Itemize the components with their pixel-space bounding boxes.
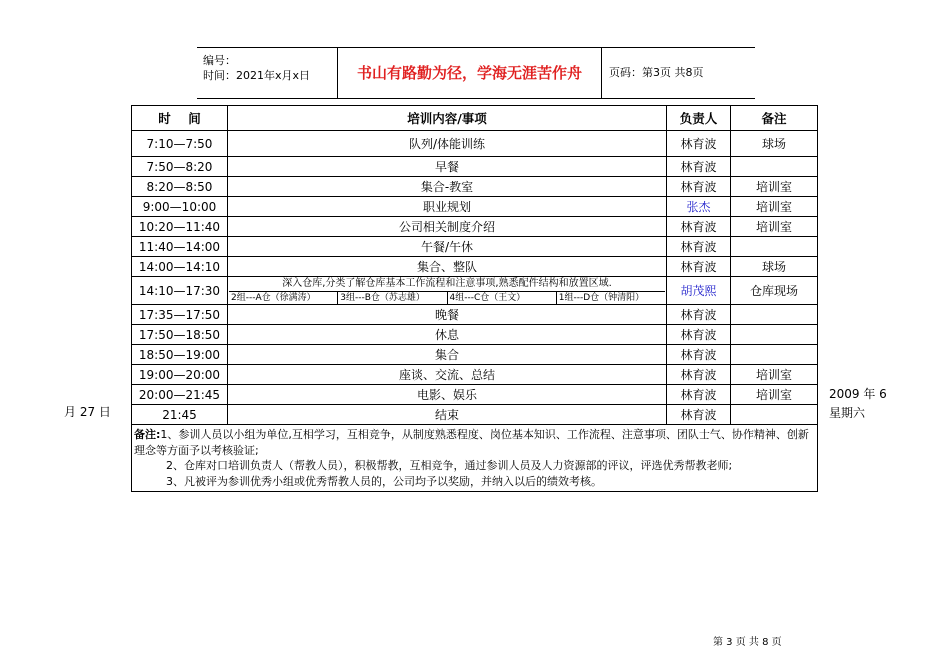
time-cell: 19:00—20:00 <box>132 365 228 385</box>
side-date-right-top: 2009 年 6 <box>829 387 887 401</box>
notes-cell <box>132 425 818 492</box>
table-row <box>132 197 818 217</box>
note-cell: 培训室 <box>731 217 818 237</box>
content-cell: 电影、娱乐 <box>228 385 667 405</box>
time-cell: 14:10—17:30 <box>132 277 228 305</box>
note-cell <box>731 405 818 425</box>
group-assignment: 2组---A仓（徐满涛） <box>229 292 338 304</box>
content-cell: 集合、整队 <box>228 257 667 277</box>
column-header-content: 培训内容/事项 <box>228 106 667 131</box>
time-cell: 11:40—14:00 <box>132 237 228 257</box>
owner-cell: 林育波 <box>667 131 731 157</box>
owner-cell: 林育波 <box>667 365 731 385</box>
table-row <box>132 257 818 277</box>
side-date-left: 月 27 日 <box>64 405 111 419</box>
owner-cell: 林育波 <box>667 157 731 177</box>
table-row <box>132 325 818 345</box>
column-header-time: 时 间 <box>132 106 228 131</box>
owner-cell: 林育波 <box>667 177 731 197</box>
number-label: 编号： <box>203 54 236 67</box>
table-row <box>132 217 818 237</box>
group-assignment: 3组---B仓（苏志雄） <box>338 292 447 304</box>
note-text: 2、仓库对口培训负责人（帮教人员），积极帮教，互相竞争，通过参训人员及人力资源部的评议，评选优秀帮教老师; <box>166 459 733 472</box>
content-cell: 晚餐 <box>228 305 667 325</box>
table-row <box>132 277 818 305</box>
motto: 书山有路勤为径，学海无涯苦作舟 <box>338 48 602 98</box>
table-row <box>132 157 818 177</box>
group-assignments <box>229 291 665 304</box>
document-header <box>197 47 755 99</box>
date-label: 时间：2021年x月x日 <box>203 69 311 82</box>
note-cell: 球场 <box>731 131 818 157</box>
notes-label: 备注: <box>134 428 161 441</box>
note-cell <box>731 325 818 345</box>
time-cell: 17:35—17:50 <box>132 305 228 325</box>
note-cell: 球场 <box>731 257 818 277</box>
time-cell: 7:50—8:20 <box>132 157 228 177</box>
group-assignment: 4组---C仓（王文） <box>448 292 557 304</box>
time-cell: 21:45 <box>132 405 228 425</box>
table-row <box>132 237 818 257</box>
content-cell: 早餐 <box>228 157 667 177</box>
time-cell: 10:20—11:40 <box>132 217 228 237</box>
content-cell: 公司相关制度介绍 <box>228 217 667 237</box>
group-assignment: 1组---D仓（钟清阳） <box>558 293 645 303</box>
note-cell <box>731 157 818 177</box>
content-cell: 午餐/午休 <box>228 237 667 257</box>
time-cell: 7:10—7:50 <box>132 131 228 157</box>
content-cell: 集合-教室 <box>228 177 667 197</box>
owner-cell: 林育波 <box>667 217 731 237</box>
note-text: 3、凡被评为参训优秀小组或优秀帮教人员的，公司均予以奖励，并纳入以后的绩效考核。 <box>166 474 602 488</box>
time-cell: 9:00—10:00 <box>132 197 228 217</box>
owner-cell: 张杰 <box>667 197 731 217</box>
side-weekday: 星期六 <box>829 406 866 420</box>
content-cell: 集合 <box>228 345 667 365</box>
note-cell <box>731 237 818 257</box>
time-cell: 20:00—21:45 <box>132 385 228 405</box>
notes-row <box>132 425 818 492</box>
content-cell: 座谈、交流、总结 <box>228 365 667 385</box>
note-cell: 培训室 <box>731 177 818 197</box>
content-cell: 队列/体能训练 <box>228 131 667 157</box>
table-row <box>132 305 818 325</box>
owner-cell: 胡茂熙 <box>667 277 731 305</box>
note-cell <box>731 305 818 325</box>
time-cell: 18:50—19:00 <box>132 345 228 365</box>
time-cell: 14:00—14:10 <box>132 257 228 277</box>
content-cell: 休息 <box>228 325 667 345</box>
note-item <box>134 458 815 474</box>
note-item <box>134 474 815 490</box>
table-row <box>132 405 818 425</box>
time-cell: 8:20—8:50 <box>132 177 228 197</box>
note-cell: 培训室 <box>731 197 818 217</box>
table-row <box>132 177 818 197</box>
page-footer: 第 3 页 共 8 页 <box>713 637 782 648</box>
note-item <box>134 427 815 458</box>
table-row <box>132 345 818 365</box>
content-cell: 职业规划 <box>228 197 667 217</box>
owner-cell: 林育波 <box>667 237 731 257</box>
schedule-table <box>131 105 818 492</box>
owner-cell: 林育波 <box>667 257 731 277</box>
time-cell: 17:50—18:50 <box>132 325 228 345</box>
note-cell: 培训室 <box>731 385 818 405</box>
column-header-note: 备注 <box>731 106 818 131</box>
header-meta-cell <box>197 48 338 98</box>
note-cell: 仓库现场 <box>731 277 818 305</box>
note-cell: 培训室 <box>731 365 818 385</box>
owner-cell: 林育波 <box>667 305 731 325</box>
table-row <box>132 365 818 385</box>
note-text: 1、参训人员以小组为单位,互相学习，互相竞争，从制度熟悉程度、岗位基本知识、工作流程、注意事项、团队士气、协作精神、创新理念等方面予以考核验证; <box>134 428 809 457</box>
content-cell: 结束 <box>228 405 667 425</box>
table-row <box>132 385 818 405</box>
table-header-row <box>132 106 818 131</box>
column-header-owner: 负责人 <box>667 106 731 131</box>
note-cell <box>731 345 818 365</box>
content-text: 深入仓库,分类了解仓库基本工作流程和注意事项,熟悉配件结构和放置区域. <box>282 278 612 289</box>
table-row <box>132 131 818 157</box>
owner-cell: 林育波 <box>667 385 731 405</box>
content-cell <box>228 277 667 305</box>
owner-cell: 林育波 <box>667 405 731 425</box>
owner-cell: 林育波 <box>667 325 731 345</box>
owner-cell: 林育波 <box>667 345 731 365</box>
page-label: 页码：第3页 共8页 <box>609 66 704 79</box>
